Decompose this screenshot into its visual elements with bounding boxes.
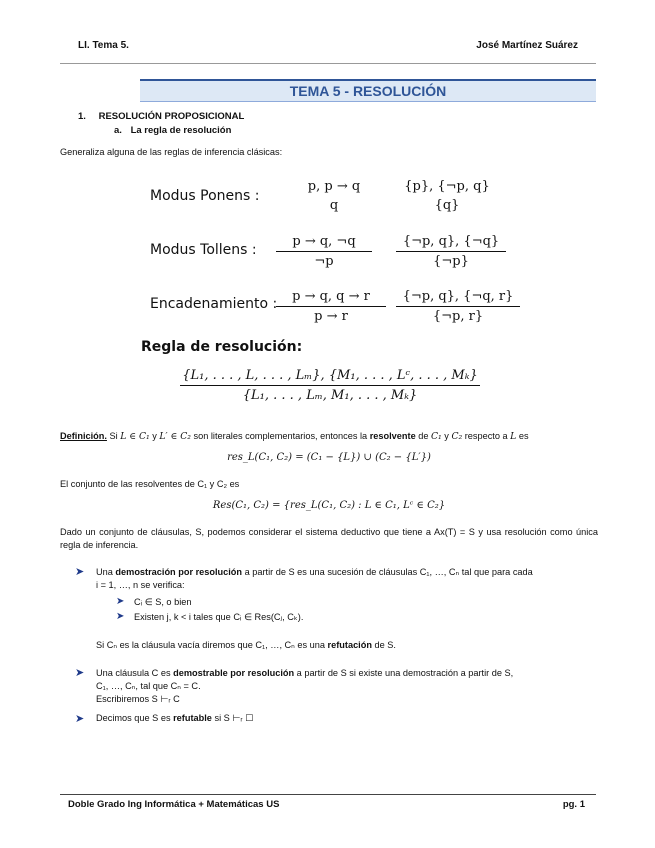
bullet-demostrable-text-a: Una cláusula C es: [96, 668, 174, 678]
encadenamiento-clauses: [396, 289, 520, 324]
modus-tollens-logic: [276, 234, 372, 269]
bullet-demostrable-bold: demostrable por resolución: [173, 668, 295, 678]
bullet-demostrable-text-d: Escribiremos S ⊢ᵣ C: [96, 694, 180, 704]
definition-text-3: de: [415, 431, 432, 441]
resolution-conclusion: {L₁, . . . , Lₘ, M₁, . . . , Mₖ}: [242, 388, 418, 403]
modus-ponens-clause-premises: {p}, {¬p, q}: [404, 179, 490, 194]
refutation-bold: refutación: [327, 640, 372, 650]
refutation-line: [96, 640, 396, 651]
definition-math-1: L ∈ C₁: [120, 431, 150, 442]
subsection-heading: [114, 125, 231, 136]
sub-bullet-arrow-icon: ➤: [116, 611, 125, 622]
bullet-arrow-icon: ➤: [75, 713, 85, 725]
resolution-premises: {L₁, . . . , L, . . . , Lₘ}, {M₁, . . . , Lᶜ, . . . , Mₖ}: [180, 368, 480, 386]
definition-math-2: L′ ∈ C₂: [159, 431, 191, 442]
modus-tollens-clauses: [396, 234, 506, 269]
bullet-demostrable-text-b: a partir de S si existe una demostración a partir de S,: [294, 668, 514, 678]
definition-text-pre: Si: [106, 431, 121, 441]
bullet-demostracion-bold: demostración por resolución: [115, 567, 243, 577]
resolvent-set-formula: Res(C₁, C₂) = {res_L(C₁, C₂) : L ∈ C₁, Lᶜ ∈ C₂}: [212, 500, 446, 511]
definition-text-2: son literales complementarios, entonces la: [190, 431, 370, 441]
resolvent-formula: res_L(C₁, C₂) = (C₁ − {L}) ∪ (C₂ − {L′}): [227, 452, 431, 463]
subsection-number: a.: [114, 125, 122, 136]
definition-text-4: y: [441, 431, 452, 441]
encadenamiento-logic: [276, 289, 386, 324]
section-number: 1.: [78, 111, 86, 122]
header-left: LI. Tema 5.: [78, 40, 129, 51]
bullet-demostracion: [96, 566, 598, 592]
refutation-text-b: de S.: [371, 640, 396, 650]
intro-text: Generaliza alguna de las reglas de inferencia clásicas:: [60, 147, 283, 157]
section-heading: [78, 111, 244, 122]
modus-ponens-conclusion: q: [329, 198, 339, 213]
modus-tollens-conclusion: ¬p: [314, 254, 334, 269]
bullet-demostrable-text-c: C₁, …, Cₙ, tal que Cₙ = C.: [96, 681, 201, 691]
title-band: [140, 79, 596, 102]
rule-name-encadenamiento: Encadenamiento :: [150, 296, 278, 312]
resolution-heading: Regla de resolución:: [141, 339, 303, 355]
rule-name-modus-ponens: Modus Ponens :: [150, 188, 260, 204]
bullet-demostracion-text-a: Una: [96, 567, 116, 577]
definition-text-1: y: [149, 431, 160, 441]
footer-rule: [60, 794, 596, 795]
bullet-refutable: [96, 713, 253, 724]
bullet-refutable-bold: refutable: [173, 713, 212, 723]
bullet-refutable-text-a: Decimos que S es: [96, 713, 174, 723]
definition-math-3: C₁: [431, 431, 442, 442]
modus-ponens-premises: p, p → q: [307, 179, 361, 194]
definition-text-5: respecto a: [462, 431, 511, 441]
encadenamiento-clause-premises: {¬p, q}, {¬q, r}: [396, 289, 520, 307]
definition-paragraph: [60, 430, 598, 443]
refutation-text-a: Si Cₙ es la cláusula vacía diremos que C₁, …, Cₙ es una: [96, 640, 328, 650]
bullet-demostracion-text-c: i = 1, …, n se verifica:: [96, 580, 185, 590]
resolvent-set-text: El conjunto de las resolventes de C₁ y C₂ es: [60, 479, 240, 489]
page-title: TEMA 5 - RESOLUCIÓN: [289, 83, 447, 99]
modus-ponens-logic: [282, 179, 386, 213]
sub-bullet-2: Existen j, k < i tales que Cᵢ ∈ Res(Cⱼ, Cₖ).: [134, 612, 304, 622]
sub-bullet-arrow-icon: ➤: [116, 596, 125, 607]
bullet-arrow-icon: ➤: [75, 667, 85, 679]
definition-math-5: L: [510, 431, 517, 442]
encadenamiento-clause-conclusion: {¬p, r}: [432, 309, 484, 324]
footer-left: Doble Grado Ing Informática + Matemáticas US: [68, 799, 280, 810]
modus-tollens-clause-premises: {¬p, q}, {¬q}: [396, 234, 506, 252]
sub-bullet-1: Cᵢ ∈ S, o bien: [134, 597, 192, 607]
bullet-arrow-icon: ➤: [75, 566, 85, 578]
section-label: RESOLUCIÓN PROPOSICIONAL: [98, 111, 245, 122]
encadenamiento-premises: p → q, q → r: [276, 289, 386, 307]
deductive-system-paragraph: Dado un conjunto de cláusulas, S, podemos considerar el sistema deductivo que tiene a Ax(T) = S y usa resolución como única regla de inferencia.: [60, 527, 598, 550]
definition-math-4: C₂: [451, 431, 463, 442]
resolution-rule: [180, 368, 480, 403]
header-rule: [60, 63, 596, 64]
header-right: José Martínez Suárez: [476, 40, 578, 51]
modus-tollens-premises: p → q, ¬q: [276, 234, 372, 252]
definition-bold-term: resolvente: [369, 431, 416, 441]
definition-text-6: es: [516, 431, 529, 441]
definition-label: Definición.: [60, 431, 107, 441]
encadenamiento-conclusion: p → r: [314, 309, 348, 324]
footer-page-number: pg. 1: [562, 799, 585, 810]
modus-ponens-clauses: [392, 179, 502, 213]
bullet-refutable-text-b: si S ⊢ᵣ ☐: [211, 713, 254, 723]
modus-tollens-clause-conclusion: {¬p}: [433, 254, 469, 269]
modus-ponens-clause-conclusion: {q}: [434, 198, 460, 213]
bullet-demostrable: [96, 667, 598, 706]
subsection-label: La regla de resolución: [130, 125, 232, 136]
bullet-demostracion-text-b: a partir de S es una sucesión de cláusulas C₁, …, Cₙ tal que para cada: [242, 567, 533, 577]
rule-name-modus-tollens: Modus Tollens :: [150, 242, 257, 258]
